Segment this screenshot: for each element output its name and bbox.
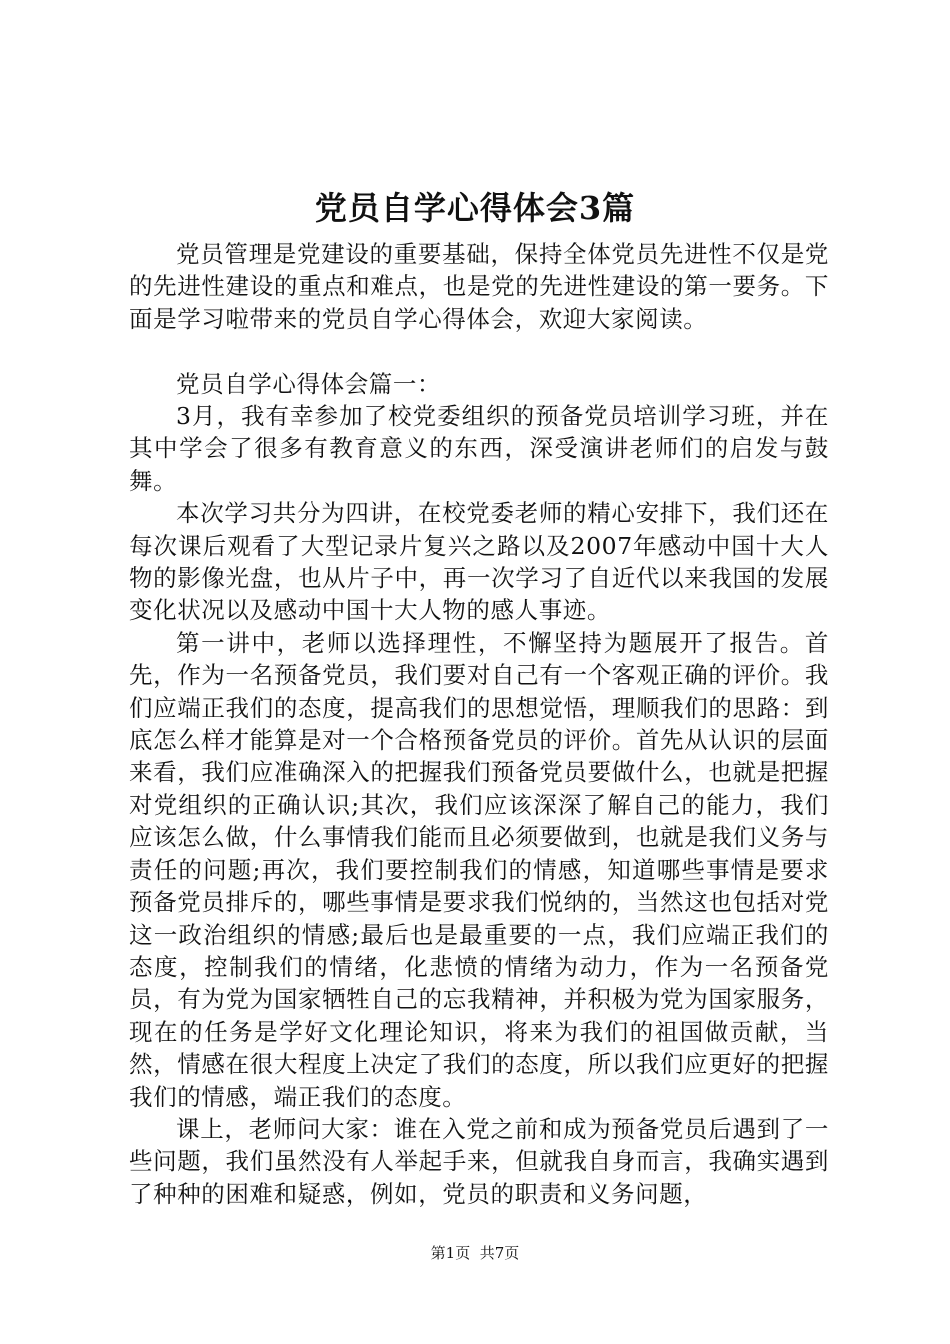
document-title: 党员自学心得体会3篇 bbox=[314, 189, 636, 227]
document-body bbox=[129, 238, 829, 1210]
page-total: 共7页 bbox=[479, 1244, 520, 1262]
page-number: 第1页 bbox=[430, 1244, 471, 1262]
paragraph: 第一讲中，老师以选择理性，不懈坚持为题展开了报告。首先，作为一名预备党员，我们要对自己有一个客观正确的评价。我们应端正我们的态度，提高我们的思想觉悟，理顺我们的思路：到底怎么样才能算是对一个合格预备党员的评价。首先从认识的层面来看，我们应准确深入的把握我们预备党员要做什么，也就是把握对党组织的正确认识;其次，我们应该深深了解自己的能力，我们应该怎么做，什么事情我们能而且必须要做到，也就是我们义务与责任的问题;再次，我们要控制我们的情感，知道哪些事情是要求预备党员排斥的，哪些事情是要求我们悦纳的，当然这也包括对党这一政治组织的情感;最后也是最重要的一点，我们应端正我们的态度，控制我们的情绪，化悲愤的情绪为动力，作为一名预备党员，有为党为国家牺牲自己的忘我精神，并积极为党为国家服务，现在的任务是学好文化理论知识，将来为我们的祖国做贡献，当然，情感在很大程度上决定了我们的态度，所以我们应更好的把握我们的情感，端正我们的态度。 bbox=[129, 628, 829, 1111]
paragraph: 课上，老师问大家：谁在入党之前和成为预备党员后遇到了一些问题，我们虽然没有人举起手来，但就我自身而言，我确实遇到了种种的困难和疑惑，例如，党员的职责和义务问题， bbox=[129, 1114, 829, 1208]
section-heading: 党员自学心得体会篇一： bbox=[176, 369, 442, 398]
paragraph-intro: 党员管理是党建设的重要基础，保持全体党员先进性不仅是党的先进性建设的重点和难点，也是党的先进性建设的第一要务。下面是学习啦带来的党员自学心得体会，欢迎大家阅读。 bbox=[129, 240, 829, 333]
paragraph-spacer bbox=[129, 335, 829, 367]
paragraph: 3月，我有幸参加了校党委组织的预备党员培训学习班，并在其中学会了很多有教育意义的东西，深受演讲老师们的启发与鼓舞。 bbox=[129, 402, 829, 495]
paragraph: 本次学习共分为四讲，在校党委老师的精心安排下，我们还在每次课后观看了大型记录片复兴之路以及2007年感动中国十大人物的影像光盘，也从片子中，再一次学习了自近代以来我国的发展变化状况以及感动中国十大人物的感人事迹。 bbox=[129, 499, 829, 625]
page-footer bbox=[0, 1243, 950, 1263]
